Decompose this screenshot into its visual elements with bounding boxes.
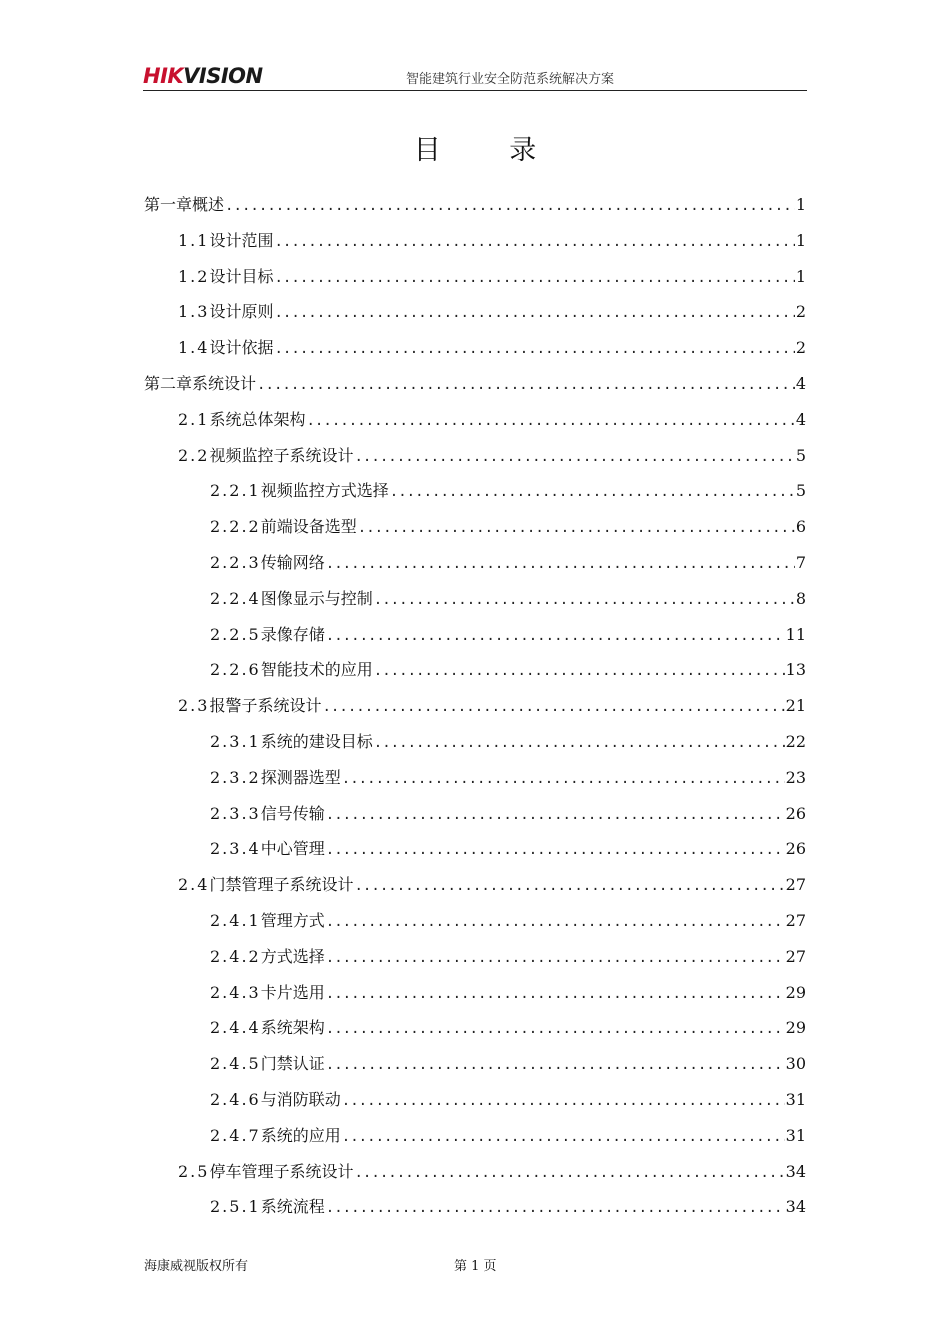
toc-dot-leader [342, 1124, 785, 1150]
footer-page-number: 第 1 页 [454, 1259, 497, 1274]
toc-entry-page: 31 [785, 1125, 806, 1145]
toc-dot-leader [274, 229, 794, 255]
toc-entry-number: 2.2.5 [210, 624, 261, 644]
toc-entry-page: 29 [785, 1018, 806, 1038]
toc-entry-page: 5 [795, 445, 806, 465]
toc-entry-number: 2.4.2 [210, 946, 261, 966]
toc-dot-leader [225, 193, 795, 219]
toc-entry-label: 探测器选型 [260, 767, 341, 787]
toc-entry-label: 传输网络 [260, 552, 325, 572]
toc-entry-page: 1 [795, 230, 806, 250]
toc-entry-page: 31 [785, 1089, 806, 1109]
toc-entry[interactable] [144, 335, 806, 371]
toc-entry-number: 第二章 [144, 373, 193, 393]
toc-entry-label: 门禁认证 [260, 1054, 325, 1074]
toc-entry-label: 系统的应用 [260, 1125, 341, 1145]
toc-entry-number: 2.4.3 [210, 982, 261, 1002]
toc-dot-leader [326, 1016, 785, 1042]
toc-dot-leader [326, 551, 795, 577]
toc-entry-number: 2.5.1 [210, 1197, 261, 1217]
toc-entry-number: 2.2.2 [210, 517, 261, 537]
toc-entry[interactable] [144, 729, 806, 765]
toc-dot-leader [274, 265, 794, 291]
toc-entry-number: 2.4 [178, 875, 210, 895]
toc-entry-page: 6 [795, 517, 806, 537]
toc-entry-label: 卡片选用 [260, 982, 325, 1002]
toc-entry[interactable] [144, 944, 806, 980]
toc-entry[interactable] [144, 801, 806, 837]
toc-entry-number: 2.3.1 [210, 731, 261, 751]
toc-entry-page: 8 [795, 588, 806, 608]
page-header [143, 60, 807, 91]
toc-entry-page: 1 [795, 266, 806, 286]
toc-entry-label: 中心管理 [260, 839, 325, 859]
toc-entry-number: 2.4.5 [210, 1054, 261, 1074]
toc-entry[interactable] [144, 872, 806, 908]
toc-entry-number: 2.2 [178, 445, 210, 465]
toc-entry[interactable] [144, 407, 806, 443]
toc-dot-leader [326, 981, 785, 1007]
toc-entry-label: 与消防联动 [260, 1089, 341, 1109]
toc-entry-label: 系统设计 [192, 373, 257, 393]
footer-copyright: 海康威视版权所有 [144, 1259, 249, 1274]
toc-entry-page: 27 [785, 910, 806, 930]
toc-entry[interactable] [144, 657, 806, 693]
document-title: 智能建筑行业安全防范系统解决方案 [405, 72, 614, 87]
toc-dot-leader [326, 945, 785, 971]
toc-dot-leader [358, 515, 795, 541]
toc-entry[interactable] [144, 836, 806, 872]
toc-entry-number: 1.4 [178, 338, 210, 358]
toc-entry-page: 23 [785, 767, 806, 787]
toc-entry[interactable] [144, 371, 806, 407]
toc-entry-label: 系统流程 [260, 1197, 325, 1217]
toc-entry-page: 30 [785, 1054, 806, 1074]
toc-dot-leader [374, 658, 785, 684]
toc-entry-label: 方式选择 [260, 946, 325, 966]
toc-entry-page: 34 [785, 1197, 806, 1217]
toc-entry-number: 2.3.4 [210, 839, 261, 859]
toc-entry[interactable] [144, 192, 806, 228]
toc-entry-label: 前端设备选型 [260, 517, 357, 537]
toc-entry-page: 34 [785, 1161, 806, 1181]
toc-entry-page: 27 [785, 946, 806, 966]
toc-entry[interactable] [144, 443, 806, 479]
toc-entry-label: 信号传输 [260, 803, 325, 823]
toc-entry-number: 1.1 [178, 230, 210, 250]
toc-entry-page: 4 [795, 373, 806, 393]
toc-entry-page: 7 [795, 552, 806, 572]
toc-entry-label: 系统总体架构 [209, 409, 306, 429]
toc-entry-label: 停车管理子系统设计 [209, 1161, 354, 1181]
toc-dot-leader [354, 444, 794, 470]
toc-entry[interactable] [144, 1051, 806, 1087]
toc-entry-number: 2.3.3 [210, 803, 261, 823]
toc-dot-leader [342, 766, 785, 792]
toc-entry-page: 5 [795, 481, 806, 501]
toc-entry-number: 1.2 [178, 266, 210, 286]
toc-entry-page: 22 [785, 731, 806, 751]
toc-dot-leader [274, 300, 794, 326]
toc-entry-page: 21 [785, 696, 806, 716]
toc-entry-page: 13 [785, 660, 806, 680]
toc-entry-label: 系统的建设目标 [260, 731, 373, 751]
toc-entry-number: 2.4.6 [210, 1089, 261, 1109]
toc-entry-label: 设计目标 [209, 266, 274, 286]
toc-entry-page: 29 [785, 982, 806, 1002]
toc-entry-page: 26 [785, 839, 806, 859]
toc-entry[interactable] [144, 1159, 806, 1195]
toc-entry[interactable] [144, 765, 806, 801]
logo-vision: VISION [183, 64, 263, 88]
toc-entry-number: 2.2.3 [210, 552, 261, 572]
toc-dot-leader [257, 372, 795, 398]
toc-entry-number: 2.4.1 [210, 910, 261, 930]
toc-entry-page: 4 [795, 409, 806, 429]
toc-dot-leader [374, 587, 795, 613]
toc-entry-number: 1.3 [178, 302, 210, 322]
toc-entry-page: 2 [795, 302, 806, 322]
toc-entry-page: 2 [795, 338, 806, 358]
toc-entry-number: 2.4.4 [210, 1018, 261, 1038]
toc-dot-leader [326, 837, 785, 863]
toc-entry[interactable] [144, 1194, 806, 1230]
toc-entry-page: 1 [795, 195, 806, 214]
toc-entry-label: 管理方式 [260, 910, 325, 930]
toc-dot-leader [354, 873, 784, 899]
toc-dot-leader [274, 336, 794, 362]
toc-entry[interactable] [144, 299, 806, 335]
toc-entry-number: 2.2.6 [210, 660, 261, 680]
toc-entry[interactable] [144, 1087, 806, 1123]
toc-entry-number: 2.5 [178, 1161, 210, 1181]
toc-entry[interactable] [144, 586, 806, 622]
toc-entry-number: 2.2.4 [210, 588, 261, 608]
toc-entry-number: 2.1 [178, 409, 210, 429]
toc-entry-label: 门禁管理子系统设计 [209, 875, 354, 895]
toc-entry[interactable] [144, 1015, 806, 1051]
toc-entry-label: 设计依据 [209, 338, 274, 358]
toc-entry-page: 11 [785, 624, 806, 644]
toc-entry[interactable] [144, 980, 806, 1016]
toc-entry-label: 报警子系统设计 [209, 696, 322, 716]
toc-entry-label: 视频监控方式选择 [260, 481, 389, 501]
toc-entry-label: 设计范围 [209, 230, 274, 250]
toc-dot-leader [306, 408, 794, 434]
toc-heading: 目 录 [413, 135, 567, 166]
toc-entry-page: 27 [785, 875, 806, 895]
logo-hik: HIK [143, 64, 184, 88]
toc-entry[interactable] [144, 550, 806, 586]
toc-dot-leader [322, 694, 784, 720]
toc-entry[interactable] [144, 264, 806, 300]
toc-entry-label: 图像显示与控制 [260, 588, 373, 608]
toc-dot-leader [342, 1088, 785, 1114]
toc-dot-leader [390, 479, 795, 505]
toc-entry[interactable] [144, 1123, 806, 1159]
toc-dot-leader [326, 909, 785, 935]
toc-entry[interactable] [144, 228, 806, 264]
toc-dot-leader [326, 1052, 785, 1078]
toc-entry-number: 2.4.7 [210, 1125, 261, 1145]
toc-dot-leader [326, 623, 785, 649]
toc-entry-label: 智能技术的应用 [260, 660, 373, 680]
toc-entry[interactable] [144, 622, 806, 658]
toc-entry-label: 概述 [192, 195, 225, 214]
toc-entry-number: 2.3.2 [210, 767, 261, 787]
table-of-contents [144, 192, 806, 1230]
toc-dot-leader [326, 802, 785, 828]
toc-entry-number: 2.3 [178, 696, 210, 716]
toc-dot-leader [326, 1195, 785, 1221]
toc-entry[interactable] [144, 693, 806, 729]
toc-entry[interactable] [144, 514, 806, 550]
toc-entry-label: 设计原则 [209, 302, 274, 322]
toc-entry[interactable] [144, 478, 806, 514]
toc-entry-label: 系统架构 [260, 1018, 325, 1038]
toc-entry-label: 视频监控子系统设计 [209, 445, 354, 465]
toc-entry[interactable] [144, 908, 806, 944]
toc-entry-page: 26 [785, 803, 806, 823]
toc-entry-number: 第一章 [144, 195, 193, 214]
toc-entry-number: 2.2.1 [210, 481, 261, 501]
toc-entry-label: 录像存储 [260, 624, 325, 644]
toc-dot-leader [374, 730, 785, 756]
toc-dot-leader [354, 1160, 784, 1186]
